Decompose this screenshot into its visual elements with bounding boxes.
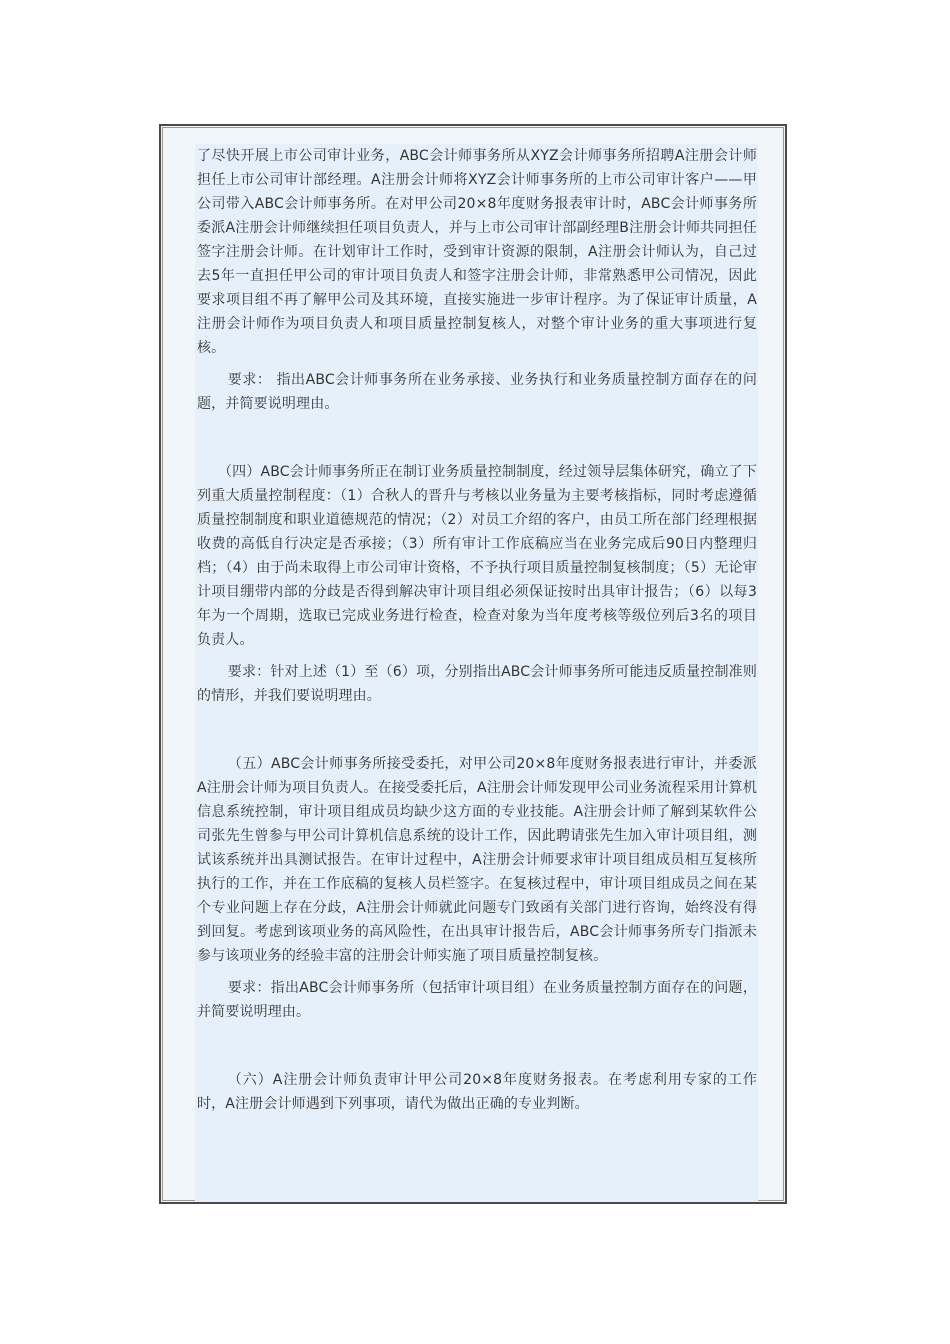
case-five-requirement: 要求：指出ABC会计师事务所（包括审计项目组）在业务质量控制方面存在的问题，并简要说明理由。	[197, 980, 757, 1020]
spacer	[197, 1024, 757, 1068]
case-five-body: （五）ABC会计师事务所接受委托，对甲公司20×8年度财务报表进行审计，并委派A注册会计师为项目负责人。在接受委托后，A注册会计师发现甲公司业务流程采用计算机信息系统控制，审计项目组成员均缺少这方面的专业技能。A注册会计师了解到某软件公司张先生曾参与甲公司计算机信息系统的设计工作，因此聘请张先生加入审计项目组，测试该系统并出具测试报告。在审计过程中，A注册会计师要求审计项目组成员相互复核所执行的工作，并在工作底稿的复核人员栏签字。在复核过程中，审计项目组成员之间在某个专业问题上存在分歧，A注册会计师就此问题专门致函有关部门进行咨询，始终没有得到回复。考虑到该项业务的高风险性，在出具审计报告后，ABC会计师事务所专门指派未参与该项业务的经验丰富的注册会计师实施了项目质量控制复核。	[197, 756, 757, 964]
spacer	[197, 708, 757, 752]
spacer	[197, 652, 757, 660]
spacer	[197, 968, 757, 976]
case-three-requirement: 要求： 指出ABC会计师事务所在业务承接、业务执行和业务质量控制方面存在的问题，并简要说明理由。	[197, 372, 757, 412]
case-four-requirement: 要求：针对上述（1）至（6）项，分别指出ABC会计师事务所可能违反质量控制准则的情形，并我们要说明理由。	[197, 664, 757, 704]
case-three-body: 了尽快开展上市公司审计业务，ABC会计师事务所从XYZ会计师事务所招聘A注册会计师担任上市公司审计部经理。A注册会计师将XYZ会计师事务所的上市公司审计客户——甲公司带入ABC会计师事务所。在对甲公司20×8年度财务报表审计时，ABC会计师事务所委派A注册会计师继续担任项目负责人，并与上市公司审计部副经理B注册会计师共同担任签字注册会计师。在计划审计工作时，受到审计资源的限制，A注册会计师认为，自己过去5年一直担任甲公司的审计项目负责人和签字注册会计师，非常熟悉甲公司情况，因此要求项目组不再了解甲公司及其环境，直接实施进一步审计程序。为了保证审计质量，A注册会计师作为项目负责人和项目质量控制复核人，对整个审计业务的重大事项进行复核。	[197, 148, 757, 356]
spacer	[197, 360, 757, 368]
document-content	[195, 144, 758, 1202]
case-four-body: （四）ABC会计师事务所正在制订业务质量控制制度，经过领导层集体研究，确立了下列重大质量控制程度：（1）合秋人的晋升与考核以业务量为主要考核指标，同时考虑遵循质量控制制度和职业道德规范的情况；（2）对员工介绍的客户，由员工所在部门经理根据收费的高低自行决定是否承接；（3）所有审计工作底稿应当在业务完成后90日内整理归档；（4）由于尚未取得上市公司审计资格，不予执行项目质量控制复核制度；（5）无论审计项目绷带内部的分歧是否得到解决审计项目组必须保证按时出具审计报告；（6）以每3年为一个周期，选取已完成业务进行检查，检查对象为当年度考核等级位列后3名的项目负责人。	[197, 464, 757, 648]
document-frame	[159, 124, 787, 1204]
case-six-body: （六）A注册会计师负责审计甲公司20×8年度财务报表。在考虑利用专家的工作时，A注册会计师遇到下列事项，请代为做出正确的专业判断。	[197, 1072, 757, 1112]
spacer	[197, 416, 757, 460]
